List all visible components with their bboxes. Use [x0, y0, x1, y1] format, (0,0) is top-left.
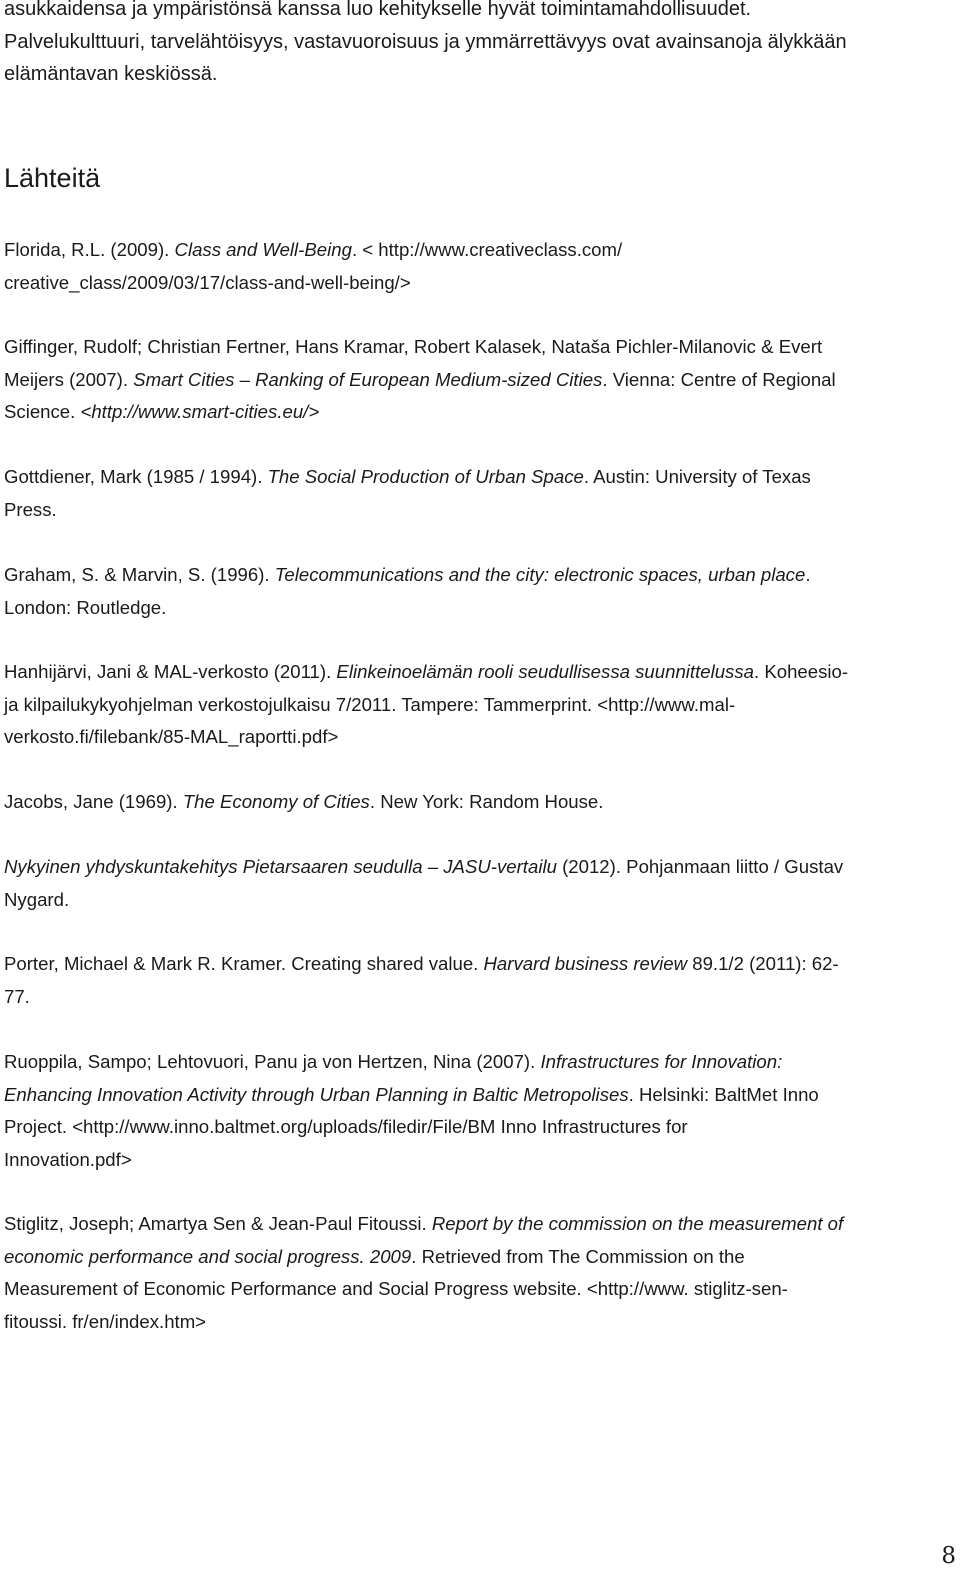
reference-title: Enhancing Innovation Activity through Urban Planning in Baltic Metropolises [4, 1083, 629, 1105]
reference-text: 89.1/2 (2011): 62- [687, 953, 839, 974]
reference-title: The Economy of Cities [182, 791, 370, 812]
reference-entry [4, 851, 954, 916]
reference-title: Smart Cities – Ranking of European Medium-sized Cities [133, 368, 603, 390]
reference-title: The Social Production of Urban Space [267, 466, 584, 487]
intro-paragraph [4, 0, 949, 91]
reference-text: . [805, 564, 811, 585]
reference-title: Harvard business review [483, 953, 688, 974]
section-heading: Lähteitä [4, 163, 101, 193]
reference-entry [4, 1046, 954, 1176]
reference-text: ja kilpailukykyohjelman verkostojulkaisu 7/2011. Tampere: Tammerprint. <http://www.mal- [4, 693, 736, 715]
reference-text: Giffinger, Rudolf; Christian Fertner, Hans Kramar, Robert Kalasek, Nataša Pichler-Milanovic & Evert [4, 336, 823, 357]
reference-title: Report by the commission on the measurement of [431, 1213, 844, 1234]
reference-text: . Austin: University of Texas [583, 466, 811, 487]
reference-text: Graham, S. & Marvin, S. (1996). [4, 564, 275, 585]
reference-text: creative_class/2009/03/17/class-and-well-being/> [4, 271, 411, 293]
reference-text: Stiglitz, Joseph; Amartya Sen & Jean-Paul Fitoussi. [4, 1213, 432, 1234]
reference-text: verkosto.fi/filebank/85-MAL_raportti.pdf> [4, 726, 339, 747]
reference-text: Ruoppila, Sampo; Lehtovuori, Panu ja von Hertzen, Nina (2007). [4, 1051, 541, 1072]
reference-text: . Retrieved from The Commission on the [411, 1245, 745, 1267]
intro-line-1: asukkaidensa ja ympäristönsä kanssa luo kehitykselle hyvät toimintamahdollisuudet. [4, 0, 752, 20]
reference-text: Measurement of Economic Performance and Social Progress website. <http://www. stiglitz-sen- [4, 1278, 788, 1299]
reference-text: (2012). Pohjanmaan liitto / Gustav [556, 856, 844, 877]
reference-text: . Helsinki: BaltMet Inno [628, 1083, 819, 1105]
reference-text: . < http://www.creativeclass.com/ [351, 239, 623, 260]
reference-text: Innovation.pdf> [4, 1148, 132, 1170]
reference-text: Florida, R.L. (2009). [4, 239, 175, 260]
reference-title: Infrastructures for Innovation: [540, 1051, 783, 1072]
intro-line-2: Palvelukulttuuri, tarvelähtöisyys, vastavuoroisuus ja ymmärrettävyys ovat avainsanoja älykkään [4, 30, 847, 53]
reference-text: . New York: Random House. [369, 791, 604, 812]
reference-entry [4, 559, 954, 624]
reference-text: . Koheesio- [754, 661, 849, 682]
reference-text: Press. [4, 498, 57, 520]
reference-text: . Vienna: Centre of Regional [602, 368, 836, 390]
reference-entry [4, 786, 954, 819]
page-number: 8 [941, 1543, 956, 1569]
reference-text: Hanhijärvi, Jani & MAL-verkosto (2011). [4, 661, 337, 682]
reference-entry [4, 461, 954, 526]
reference-text: fitoussi. fr/en/index.htm> [4, 1310, 207, 1332]
reference-title: economic performance and social progress. 2009 [4, 1245, 412, 1267]
reference-text: Meijers (2007). [4, 368, 134, 390]
reference-text: Science. [4, 401, 81, 422]
reference-title: Class and Well-Being [174, 239, 352, 260]
reference-text: London: Routledge. [4, 596, 167, 618]
reference-text: Gottdiener, Mark (1985 / 1994). [4, 466, 268, 487]
reference-text: Project. <http://www.inno.baltmet.org/uploads/filedir/File/BM Inno Infrastructures for [4, 1116, 688, 1137]
reference-title: Telecommunications and the city: electronic spaces, urban place [274, 564, 806, 585]
reference-entry [4, 1208, 954, 1338]
reference-text: Porter, Michael & Mark R. Kramer. Creating shared value. [4, 953, 484, 974]
reference-title: Elinkeinoelämän rooli seudullisessa suunnittelussa [336, 661, 754, 682]
reference-title: Nykyinen yhdyskuntakehitys Pietarsaaren seudulla – JASU-vertailu [4, 856, 557, 877]
reference-text: Jacobs, Jane (1969). [4, 791, 183, 812]
reference-text: Nygard. [4, 888, 70, 910]
reference-link: <http://www.smart-cities.eu/> [80, 401, 320, 422]
reference-entry [4, 656, 954, 754]
reference-text: 77. [4, 985, 30, 1007]
reference-entry [4, 948, 954, 1013]
intro-line-3: elämäntavan keskiössä. [4, 63, 218, 85]
reference-entry [4, 234, 954, 299]
reference-entry [4, 331, 954, 429]
